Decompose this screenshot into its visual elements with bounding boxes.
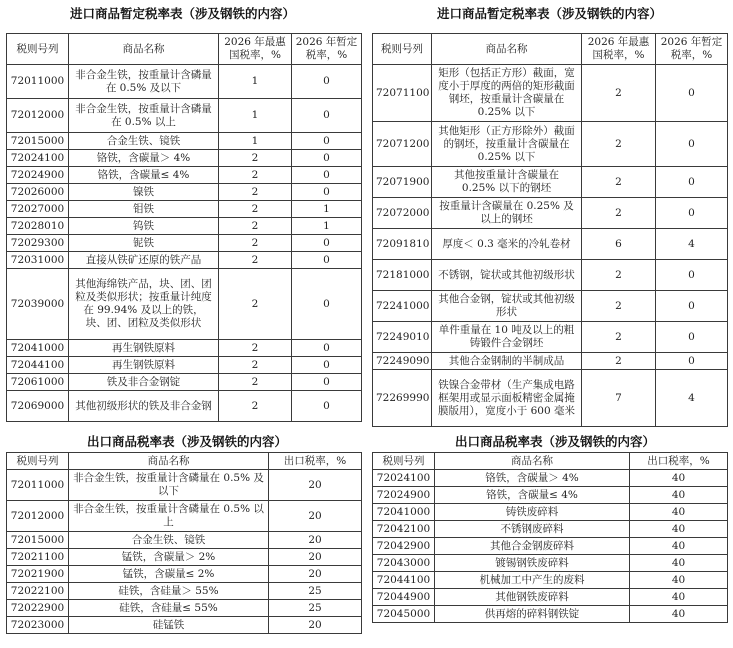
temp-rate: 0 (292, 391, 362, 422)
temp-rate: 0 (656, 353, 728, 370)
tariff-code: 72091810 (373, 229, 432, 260)
product-name: 其他合金钢，锭状或其他初级形状 (432, 291, 582, 322)
tariff-code: 72031000 (7, 252, 69, 269)
tariff-code: 72249010 (373, 322, 432, 353)
tariff-code: 72022900 (7, 600, 69, 617)
header-row (373, 453, 728, 470)
import-left-table (6, 33, 362, 422)
table-row (373, 260, 728, 291)
mfn-rate: 2 (582, 198, 656, 229)
tariff-code: 72071100 (373, 65, 432, 122)
table-row (7, 184, 362, 201)
product-name: 其他初级形状的铁及非合金钢 (69, 391, 219, 422)
table-row (373, 370, 728, 427)
header-temp-rate: 2026 年暂定税率，% (656, 34, 728, 65)
mfn-rate: 2 (582, 322, 656, 353)
mfn-rate: 2 (219, 391, 292, 422)
temp-rate: 0 (292, 65, 362, 99)
product-name: 镍铁 (69, 184, 219, 201)
export-rate: 20 (269, 549, 362, 566)
temp-rate: 1 (292, 201, 362, 218)
table-row (7, 501, 362, 532)
table-row (373, 606, 728, 623)
export-rate: 20 (269, 617, 362, 634)
product-name: 机械加工中产生的废料 (435, 572, 630, 589)
import-right-table (372, 33, 728, 427)
tariff-code: 72042900 (373, 538, 435, 555)
product-name: 铬铁，含碳量≤ 4% (435, 487, 630, 504)
tariff-code: 72072000 (373, 198, 432, 229)
product-name: 合金生铁、镜铁 (69, 532, 269, 549)
tariff-code: 72044100 (373, 572, 435, 589)
export-rate: 40 (630, 572, 728, 589)
table-row (7, 617, 362, 634)
mfn-rate: 2 (219, 374, 292, 391)
temp-rate: 0 (656, 167, 728, 198)
header-name: 商品名称 (69, 34, 219, 65)
mfn-rate: 2 (219, 340, 292, 357)
product-name: 硅锰铁 (69, 617, 269, 634)
tariff-code: 72044100 (7, 357, 69, 374)
header-name: 商品名称 (69, 453, 269, 470)
mfn-rate: 1 (219, 133, 292, 150)
export-rate: 20 (269, 532, 362, 549)
product-name: 镀锡钢铁废碎料 (435, 555, 630, 572)
mfn-rate: 7 (582, 370, 656, 427)
mfn-rate: 2 (582, 65, 656, 122)
tariff-code: 72029300 (7, 235, 69, 252)
export-left-title: 出口商品税率表（涉及钢铁的内容） (87, 434, 288, 449)
header-row (373, 34, 728, 65)
header-code: 税则号列 (7, 34, 69, 65)
table-row (7, 566, 362, 583)
temp-rate: 0 (292, 357, 362, 374)
mfn-rate: 1 (219, 99, 292, 133)
tariff-code: 72024900 (373, 487, 435, 504)
product-name: 铬铁，含碳量＞ 4% (69, 150, 219, 167)
product-name: 其他合金钢制的半制成品 (432, 353, 582, 370)
product-name: 其他矩形（正方形除外）截面的钢坯，按重量计含碳量在 0.25% 以下 (432, 122, 582, 167)
export-rate: 40 (630, 589, 728, 606)
product-name: 其他按重量计含碳量在 0.25% 以下的钢坯 (432, 167, 582, 198)
product-name: 直接从铁矿还原的铁产品 (69, 252, 219, 269)
export-rate: 25 (269, 583, 362, 600)
export-rate: 40 (630, 606, 728, 623)
mfn-rate: 1 (219, 65, 292, 99)
product-name: 再生钢铁原料 (69, 340, 219, 357)
mfn-rate: 2 (219, 252, 292, 269)
tariff-code: 72026000 (7, 184, 69, 201)
product-name: 钨铁 (69, 218, 219, 235)
table-row (7, 357, 362, 374)
table-row (7, 583, 362, 600)
export-rate: 40 (630, 487, 728, 504)
table-row (373, 353, 728, 370)
product-name: 厚度＜ 0.3 毫米的冷轧卷材 (432, 229, 582, 260)
table-row (373, 538, 728, 555)
table-row (373, 167, 728, 198)
product-name: 其他合金钢废碎料 (435, 538, 630, 555)
product-name: 钼铁 (69, 201, 219, 218)
product-name: 非合金生铁，按重量计含磷量在 0.5% 以上 (69, 501, 269, 532)
table-row (373, 229, 728, 260)
table-row (7, 470, 362, 501)
header-code: 税则号列 (373, 453, 435, 470)
tariff-code: 72241000 (373, 291, 432, 322)
tariff-code: 72042100 (373, 521, 435, 538)
temp-rate: 0 (292, 269, 362, 340)
temp-rate: 0 (292, 133, 362, 150)
table-row (7, 218, 362, 235)
product-name: 铬铁，含碳量＞ 4% (435, 470, 630, 487)
tariff-code: 72039000 (7, 269, 69, 340)
product-name: 供再熔的碎料钢铁锭 (435, 606, 630, 623)
export-rate: 40 (630, 538, 728, 555)
table-row (373, 487, 728, 504)
table-row (373, 322, 728, 353)
import-left-title: 进口商品暂定税率表（涉及钢铁的内容） (70, 6, 296, 21)
product-name: 非合金生铁，按重量计含磷量在 0.5% 及以下 (69, 65, 219, 99)
mfn-rate: 2 (219, 269, 292, 340)
import-right-title: 进口商品暂定税率表（涉及钢铁的内容） (437, 6, 663, 21)
product-name: 硅铁，含硅量≤ 55% (69, 600, 269, 617)
export-rate: 25 (269, 600, 362, 617)
table-row (7, 600, 362, 617)
product-name: 硅铁，含硅量＞ 55% (69, 583, 269, 600)
temp-rate: 0 (292, 184, 362, 201)
product-name: 单件重量在 10 吨及以上的粗铸锻件合金钢坯 (432, 322, 582, 353)
temp-rate: 0 (656, 198, 728, 229)
temp-rate: 0 (656, 65, 728, 122)
table-row (7, 549, 362, 566)
tariff-code: 72071200 (373, 122, 432, 167)
temp-rate: 0 (656, 260, 728, 291)
tariff-code: 72028010 (7, 218, 69, 235)
temp-rate: 0 (292, 374, 362, 391)
tariff-code: 72023000 (7, 617, 69, 634)
tariff-code: 72181000 (373, 260, 432, 291)
table-row (7, 269, 362, 340)
export-right-title: 出口商品税率表（涉及钢铁的内容） (455, 434, 656, 449)
tariff-code: 72071900 (373, 167, 432, 198)
table-row (7, 133, 362, 150)
table-row (7, 150, 362, 167)
temp-rate: 1 (292, 218, 362, 235)
temp-rate: 0 (656, 322, 728, 353)
tariff-code: 72021100 (7, 549, 69, 566)
temp-rate: 0 (292, 99, 362, 133)
product-name: 非合金生铁，按重量计含磷量在 0.5% 及以下 (69, 470, 269, 501)
product-name: 铌铁 (69, 235, 219, 252)
header-name: 商品名称 (432, 34, 582, 65)
table-row (7, 235, 362, 252)
temp-rate: 4 (656, 229, 728, 260)
mfn-rate: 2 (219, 167, 292, 184)
mfn-rate: 2 (219, 218, 292, 235)
export-rate: 20 (269, 470, 362, 501)
tariff-code: 72061000 (7, 374, 69, 391)
table-row (7, 252, 362, 269)
table-row (7, 99, 362, 133)
table-row (373, 198, 728, 229)
temp-rate: 0 (292, 252, 362, 269)
mfn-rate: 2 (219, 184, 292, 201)
temp-rate: 0 (292, 167, 362, 184)
tariff-code: 72041000 (373, 504, 435, 521)
header-code: 税则号列 (373, 34, 432, 65)
table-row (7, 340, 362, 357)
product-name: 铬铁，含碳量≤ 4% (69, 167, 219, 184)
mfn-rate: 2 (219, 357, 292, 374)
table-row (373, 589, 728, 606)
table-row (7, 201, 362, 218)
table-row (373, 555, 728, 572)
product-name: 铸铁废碎料 (435, 504, 630, 521)
table-row (7, 167, 362, 184)
product-name: 铁镍合金带材（生产集成电路框架用或显示面板精密金属掩膜版用），宽度小于 600 毫米 (432, 370, 582, 427)
temp-rate: 4 (656, 370, 728, 427)
product-name: 不锈钢，锭状或其他初级形状 (432, 260, 582, 291)
table-row (373, 572, 728, 589)
table-row (373, 122, 728, 167)
table-row (373, 504, 728, 521)
header-mfn-rate: 2026 年最惠国税率，% (582, 34, 656, 65)
tariff-code: 72045000 (373, 606, 435, 623)
export-left-table (6, 452, 362, 634)
tariff-code: 72011000 (7, 65, 69, 99)
product-name: 铁及非合金钢锭 (69, 374, 219, 391)
tariff-code: 72027000 (7, 201, 69, 218)
tariff-code: 72012000 (7, 501, 69, 532)
header-export-rate: 出口税率，% (630, 453, 728, 470)
tariff-code: 72069000 (7, 391, 69, 422)
tariff-code: 72043000 (373, 555, 435, 572)
tariff-code: 72015000 (7, 133, 69, 150)
tariff-code: 72015000 (7, 532, 69, 549)
mfn-rate: 2 (219, 201, 292, 218)
header-row (7, 453, 362, 470)
tariff-code: 72044900 (373, 589, 435, 606)
header-mfn-rate: 2026 年最惠国税率，% (219, 34, 292, 65)
mfn-rate: 2 (219, 150, 292, 167)
product-name: 按重量计含碳量在 0.25% 及以上的钢坯 (432, 198, 582, 229)
mfn-rate: 6 (582, 229, 656, 260)
mfn-rate: 2 (582, 122, 656, 167)
table-row (373, 65, 728, 122)
header-temp-rate: 2026 年暂定税率，% (292, 34, 362, 65)
product-name: 锰铁，含碳量≤ 2% (69, 566, 269, 583)
tariff-code: 72012000 (7, 99, 69, 133)
product-name: 再生钢铁原料 (69, 357, 219, 374)
header-code: 税则号列 (7, 453, 69, 470)
table-row (373, 521, 728, 538)
mfn-rate: 2 (582, 167, 656, 198)
tariff-code: 72024100 (7, 150, 69, 167)
temp-rate: 0 (292, 150, 362, 167)
temp-rate: 0 (656, 122, 728, 167)
header-name: 商品名称 (435, 453, 630, 470)
product-name: 矩形（包括正方形）截面，宽度小于厚度的两倍的矩形截面钢坯，按重量计含碳量在 0.25% 以下 (432, 65, 582, 122)
table-row (7, 532, 362, 549)
product-name: 不锈钢废碎料 (435, 521, 630, 538)
mfn-rate: 2 (582, 353, 656, 370)
tariff-code: 72011000 (7, 470, 69, 501)
tariff-code: 72269990 (373, 370, 432, 427)
tariff-code: 72249090 (373, 353, 432, 370)
table-row (373, 470, 728, 487)
table-row (7, 391, 362, 422)
export-rate: 20 (269, 566, 362, 583)
header-row (7, 34, 362, 65)
product-name: 非合金生铁，按重量计含磷量在 0.5% 以上 (69, 99, 219, 133)
tariff-code: 72024100 (373, 470, 435, 487)
export-rate: 40 (630, 470, 728, 487)
product-name: 其他海绵铁产品，块、团、团粒及类似形状；按重量计纯度在 99.94% 及以上的铁，块、团、团粒及类似形状 (69, 269, 219, 340)
header-export-rate: 出口税率，% (269, 453, 362, 470)
export-rate: 40 (630, 504, 728, 521)
temp-rate: 0 (292, 235, 362, 252)
product-name: 合金生铁、镜铁 (69, 133, 219, 150)
temp-rate: 0 (656, 291, 728, 322)
export-rate: 40 (630, 555, 728, 572)
table-row (373, 291, 728, 322)
product-name: 锰铁，含碳量＞ 2% (69, 549, 269, 566)
mfn-rate: 2 (582, 291, 656, 322)
table-row (7, 374, 362, 391)
product-name: 其他钢铁废碎料 (435, 589, 630, 606)
export-right-table (372, 452, 728, 623)
export-rate: 40 (630, 521, 728, 538)
temp-rate: 0 (292, 340, 362, 357)
mfn-rate: 2 (219, 235, 292, 252)
table-row (7, 65, 362, 99)
tariff-code: 72022100 (7, 583, 69, 600)
export-rate: 20 (269, 501, 362, 532)
tariff-code: 72041000 (7, 340, 69, 357)
mfn-rate: 2 (582, 260, 656, 291)
tariff-code: 72024900 (7, 167, 69, 184)
tariff-code: 72021900 (7, 566, 69, 583)
